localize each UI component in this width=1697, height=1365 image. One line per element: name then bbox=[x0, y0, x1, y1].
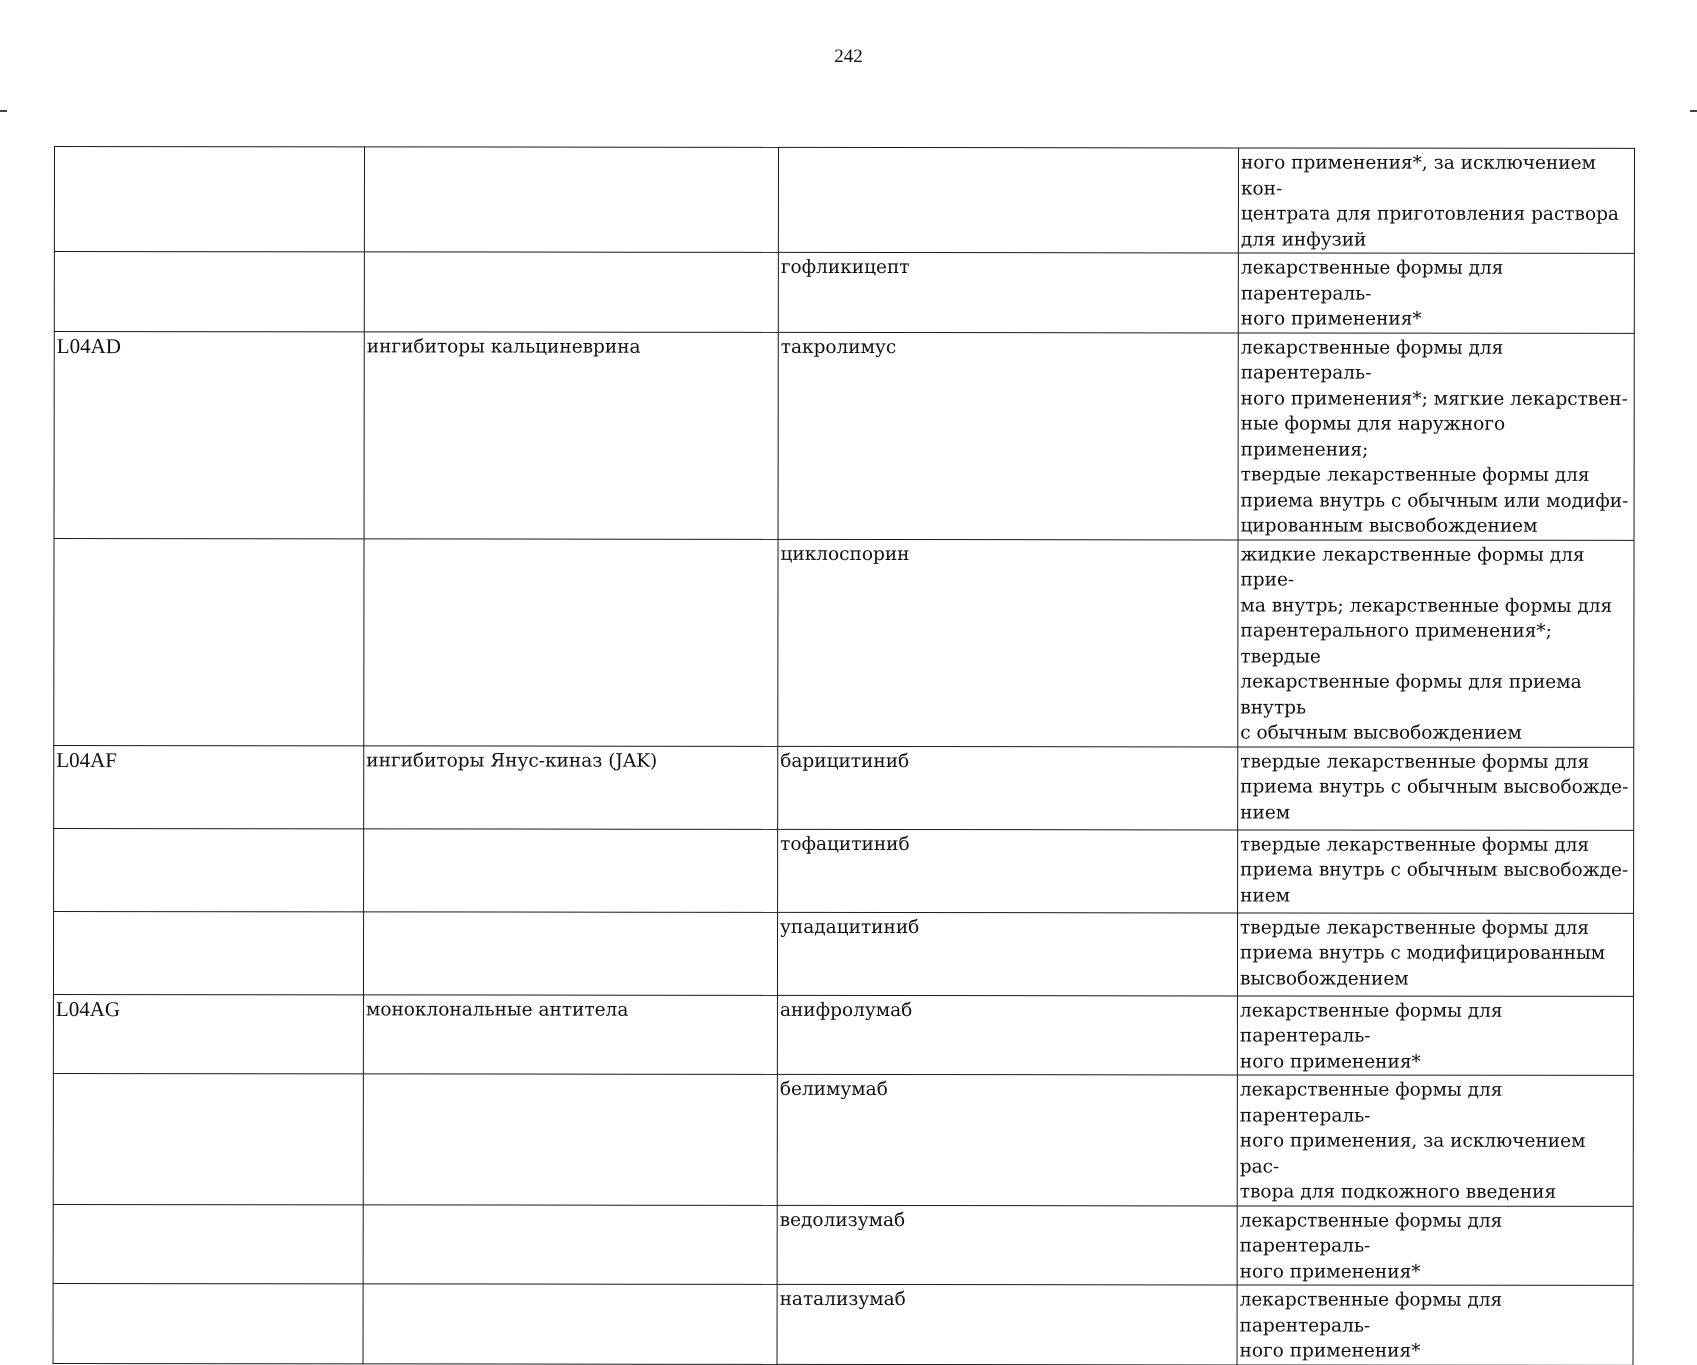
group-cell bbox=[364, 147, 778, 253]
dosage-form-cell: ного применения*, за исключением кон- центрата для приготовления раствора для инфузий bbox=[1238, 148, 1634, 253]
table-row bbox=[53, 1283, 1633, 1364]
dosage-form-cell: лекарственные формы для парентераль- ного применения* bbox=[1237, 1285, 1633, 1365]
drug-cell: ведолизумаб bbox=[777, 1205, 1237, 1285]
drug-table bbox=[53, 146, 1635, 1365]
drug-cell: циклоспорин bbox=[778, 539, 1238, 747]
table-body bbox=[53, 147, 1634, 1365]
table-row bbox=[54, 538, 1634, 747]
dosage-form-cell: лекарственные формы для парентераль- ного применения* bbox=[1237, 1205, 1633, 1285]
atc-code-cell bbox=[53, 1204, 363, 1284]
table-row bbox=[54, 828, 1634, 913]
dosage-form-cell: твердые лекарственные формы для приема внутрь с обычным высвобожде- нием bbox=[1238, 746, 1634, 829]
dosage-form-cell: твердые лекарственные формы для приема внутрь с обычным высвобожде- нием bbox=[1238, 829, 1634, 912]
drug-cell bbox=[778, 147, 1238, 253]
atc-code-cell: L04AD bbox=[54, 331, 364, 538]
dosage-form-cell: жидкие лекарственные формы для прие- ма внутрь; лекарственные формы для парентерального применения*; твердые лекарственные формы для приема внутрь с обычным высвобождением bbox=[1238, 539, 1634, 746]
scan-mark-right bbox=[1690, 110, 1697, 112]
drug-cell: барицитиниб bbox=[778, 746, 1238, 830]
drug-cell: белимумаб bbox=[777, 1074, 1237, 1205]
scan-mark-left bbox=[0, 110, 7, 112]
dosage-form-cell: лекарственные формы для парентераль- ного применения* bbox=[1238, 253, 1634, 333]
drug-cell: упадацитиниб bbox=[777, 912, 1237, 996]
drug-cell: такролимус bbox=[778, 332, 1238, 540]
group-cell: моноклональные антитела bbox=[363, 994, 777, 1074]
atc-code-cell bbox=[53, 1073, 363, 1204]
dosage-form-cell: лекарственные формы для парентераль- ного применения* bbox=[1237, 995, 1633, 1075]
table-row bbox=[54, 331, 1634, 540]
group-cell bbox=[364, 538, 778, 746]
dosage-form-cell: твердые лекарственные формы для приема внутрь с модифицированным высвобождением bbox=[1237, 912, 1633, 995]
group-cell bbox=[364, 252, 778, 332]
group-cell bbox=[363, 911, 777, 995]
group-cell bbox=[364, 828, 778, 912]
atc-code-cell bbox=[53, 1283, 363, 1363]
group-cell bbox=[363, 1074, 777, 1205]
atc-code-cell bbox=[53, 911, 363, 994]
drug-table-wrapper bbox=[53, 146, 1635, 1365]
drug-cell: натализумаб bbox=[777, 1284, 1237, 1364]
dosage-form-cell: лекарственные формы для парентераль- ного применения*; мягкие лекарствен- ные формы для наружного применения; твердые лекарственные формы для приема внутрь с обычным или модифи- цированным высвобождением bbox=[1238, 332, 1634, 539]
atc-code-cell bbox=[54, 538, 364, 745]
group-cell: ингибиторы Янус-киназ (JAK) bbox=[364, 745, 778, 829]
group-cell: ингибиторы кальциневрина bbox=[364, 331, 778, 539]
table-row bbox=[54, 147, 1634, 254]
atc-code-cell bbox=[54, 828, 364, 911]
table-row bbox=[53, 1073, 1633, 1205]
table-row bbox=[54, 745, 1634, 830]
group-cell bbox=[363, 1284, 777, 1364]
table-row bbox=[53, 911, 1633, 996]
atc-code-cell: L04AF bbox=[54, 745, 364, 828]
group-cell bbox=[363, 1204, 777, 1284]
atc-code-cell bbox=[54, 252, 364, 332]
page-number: 242 bbox=[834, 46, 863, 67]
table-row bbox=[54, 252, 1634, 333]
table-row bbox=[53, 994, 1633, 1075]
table-row bbox=[53, 1204, 1633, 1285]
atc-code-cell bbox=[54, 147, 364, 252]
drug-cell: тофацитиниб bbox=[778, 829, 1238, 913]
drug-cell: анифролумаб bbox=[777, 995, 1237, 1075]
atc-code-cell: L04AG bbox=[53, 994, 363, 1074]
drug-cell: гофликицепт bbox=[778, 252, 1238, 332]
dosage-form-cell: лекарственные формы для парентераль- ного применения, за исключением рас- твора для подкожного введения bbox=[1237, 1075, 1633, 1206]
